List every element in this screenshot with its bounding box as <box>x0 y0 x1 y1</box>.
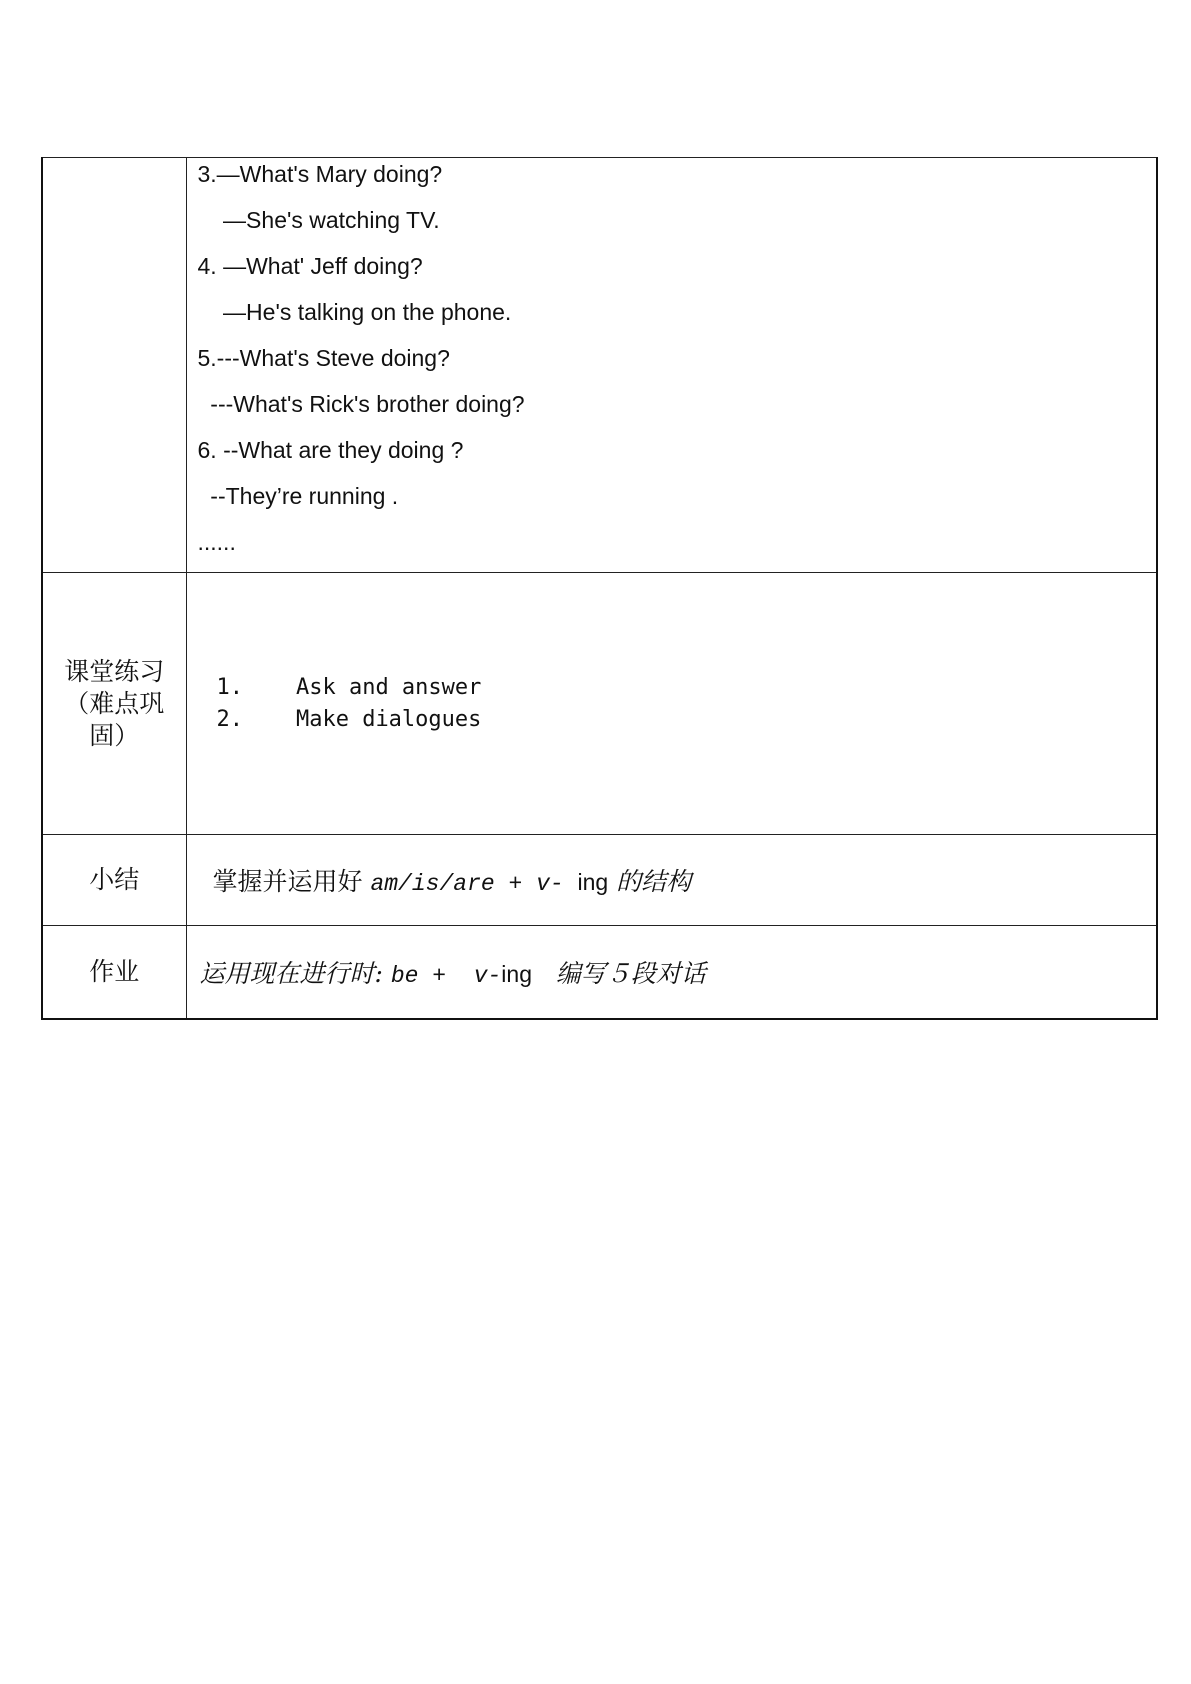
dialogue-line-9: ...... <box>197 529 236 555</box>
dialogue-line-5: 5.---What's Steve doing? <box>197 345 450 371</box>
dialogue-line-4: —He's talking on the phone. <box>197 299 512 325</box>
summary-text <box>187 862 1157 898</box>
practice-item-1: 1. Ask and answer <box>216 674 482 700</box>
summary-label: 小结 <box>42 835 186 926</box>
homework-row <box>42 926 1157 1019</box>
practice-label-line-1: 课堂练习 <box>64 656 165 686</box>
dialogue-cell <box>186 158 1157 573</box>
practice-cell <box>186 573 1157 835</box>
summary-ing: ing <box>577 869 609 895</box>
homework-label: 作业 <box>42 926 186 1019</box>
homework-ing: ing <box>501 960 532 987</box>
practice-label <box>42 573 186 835</box>
practice-row <box>42 573 1157 835</box>
dialogue-line-6: ---What's Rick's brother doing? <box>197 391 525 417</box>
practice-label-line-2: （难点巩 <box>64 688 165 718</box>
summary-row <box>42 835 1157 926</box>
homework-text <box>187 954 1157 990</box>
dialogue-line-2: —She's watching TV. <box>197 207 440 233</box>
summary-formula: am/is/are + v- <box>370 871 578 897</box>
dialogue-row <box>42 158 1157 573</box>
practice-item-2: 2. Make dialogues <box>216 706 482 732</box>
dialogue-line-1: 3.—What's Mary doing? <box>197 161 443 187</box>
homework-text-zh: 运用现在进行时: <box>199 958 391 988</box>
summary-text-zh: 掌握并运用好 <box>212 867 371 896</box>
summary-tail: 的结构 <box>608 867 692 896</box>
dialogue-line-7: 6. --What are they doing ? <box>197 437 464 463</box>
lesson-plan-table <box>41 157 1158 1020</box>
homework-formula: be + v- <box>390 962 502 989</box>
practice-label-line-3: 固） <box>89 720 140 750</box>
homework-tail: 编写５段对话 <box>532 958 706 988</box>
summary-cell <box>186 835 1157 926</box>
dialogue-line-8: --They’re running . <box>197 483 399 509</box>
dialogue-label-cell <box>42 158 186 573</box>
homework-cell <box>186 926 1157 1019</box>
dialogue-line-3: 4. —What' Jeff doing? <box>197 253 423 279</box>
